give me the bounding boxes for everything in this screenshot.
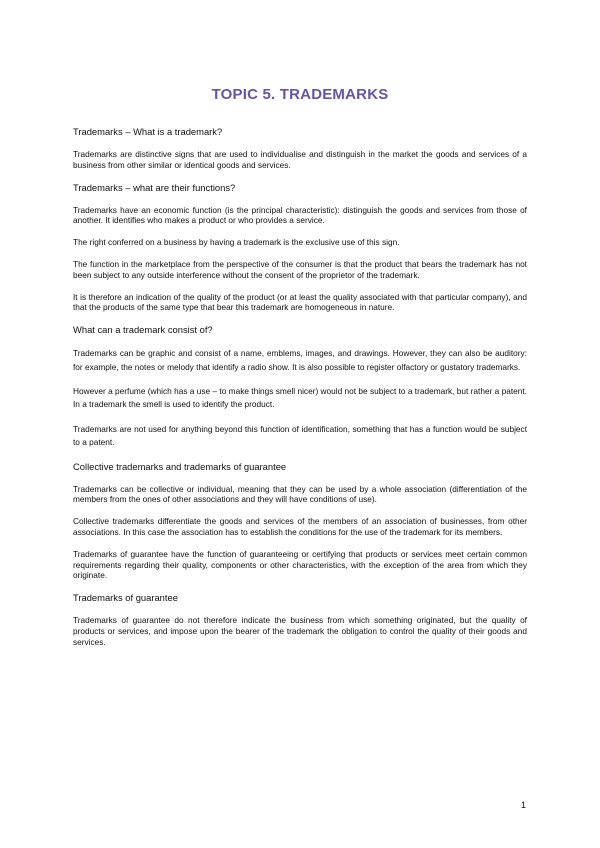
paragraph: The function in the marketplace from the perspective of the consumer is that the product that bears the trademark has not been subject to any outside interference without the consent of the proprietor of the trademark.: [73, 258, 527, 280]
section-heading: Trademarks of guarantee: [73, 592, 178, 604]
paragraph: Trademarks have an economic function (is the principal characteristic): distinguish the goods and services from those of another. It identifies who makes a product or who provides a service.: [73, 204, 527, 226]
section-heading: Trademarks – What is a trademark?: [73, 126, 223, 137]
paragraph: Trademarks of guarantee do not therefore indicate the business from which something originated, but the quality of products or services, and impose upon the bearer of the trademark the obligation to control the quality of their goods and services.: [73, 615, 527, 647]
paragraph: Trademarks can be graphic and consist of a name, emblems, images, and drawings. However, they can also be auditory: for example, the notes or melody that identify a radio show. It is also possible to register olfactory or gustatory trademarks.: [73, 348, 527, 372]
paragraph: Trademarks are not used for anything beyond this function of identification, something that has a function would be subject to a patent.: [73, 423, 527, 448]
section-heading: What can a trademark consist of?: [73, 324, 213, 336]
section-heading: Trademarks – what are their functions?: [73, 181, 236, 193]
paragraph: However a perfume (which has a use – to make things smell nicer) would not be subject to a trademark, but rather a patent. In a trademark the smell is used to identify the product.: [73, 385, 527, 410]
paragraph: The right conferred on a business by having a trademark is the exclusive use of this sign.: [73, 237, 400, 248]
section-heading: Collective trademarks and trademarks of guarantee: [73, 460, 287, 472]
paragraph: Trademarks are distinctive signs that are used to individualise and distinguish in the market the goods and services of a business from other similar or identical goods and services.: [73, 149, 527, 170]
paragraph: Collective trademarks differentiate the goods and services of the members of an association of businesses, from other associations. In this case the association has to establish the conditions for the use of the trademark for its members.: [73, 516, 527, 537]
paragraph: Trademarks of guarantee have the function of guaranteeing or certifying that products or services meet certain common requirements regarding their quality, components or other characteristics, with the exception of the area from which they originate.: [73, 548, 527, 581]
document-body: [73, 126, 527, 659]
paragraph: Trademarks can be collective or individual, meaning that they can be used by a whole association (differentiation of the members from the ones of other associations and they will have conditions of use).: [73, 483, 527, 505]
paragraph: It is therefore an indication of the quality of the product (or at least the quality associated with that particular company), and that the products of the same type that bear this trademark are homogeneous in nature.: [73, 291, 527, 313]
page-number: 1: [520, 800, 526, 810]
page-title: TOPIC 5. TRADEMARKS: [211, 86, 389, 103]
